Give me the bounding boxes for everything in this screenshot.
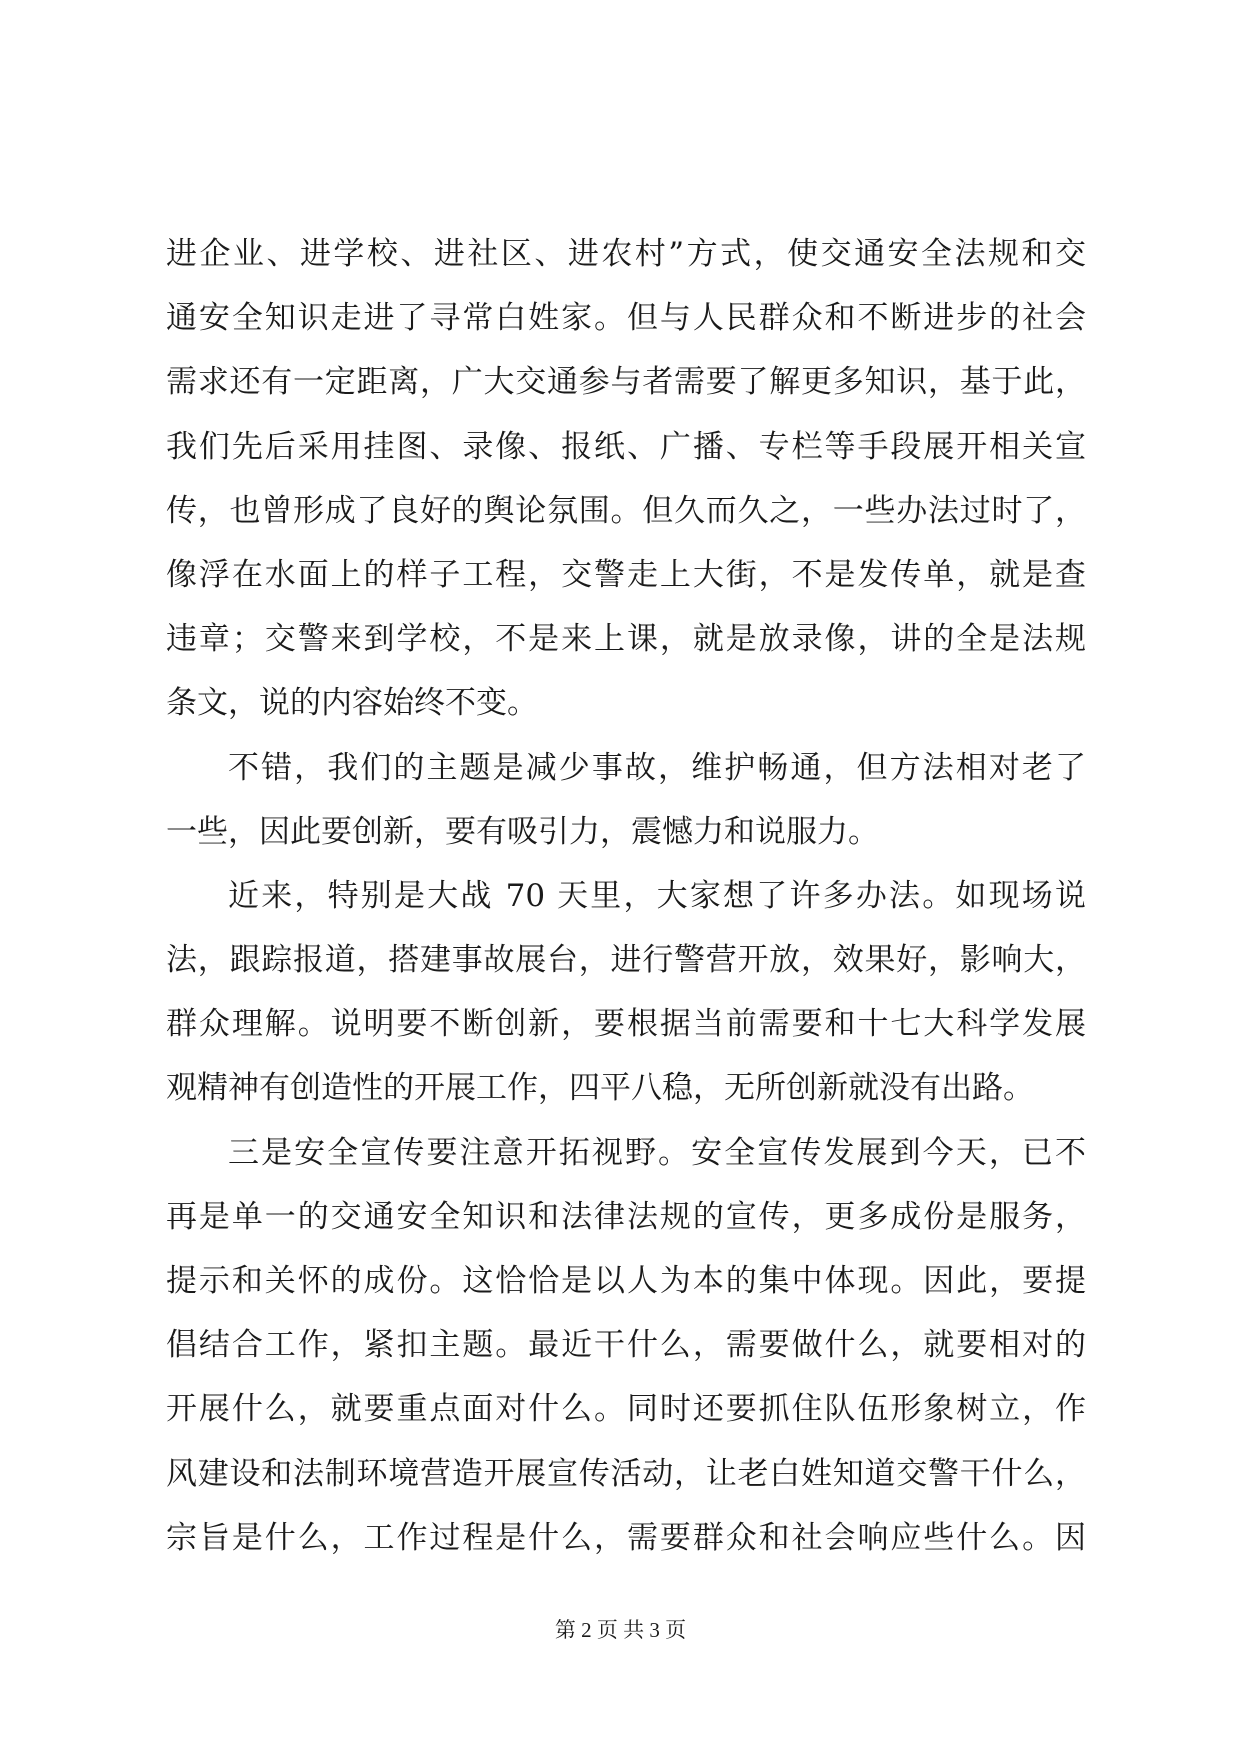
text-line: 倡结合工作，紧扣主题。最近干什么，需要做什么，就要相对的 [166, 1327, 1086, 1364]
text-line: 开展什么，就要重点面对什么。同时还要抓住队伍形象树立，作 [166, 1391, 1086, 1428]
text-line: 提示和关怀的成份。这恰恰是以人为本的集中体现。因此，要提 [166, 1263, 1086, 1299]
paragraph-first-line: 不错，我们的主题是减少事故，维护畅通，但方法相对老了 [228, 749, 1086, 786]
text-line: 我们先后采用挂图、录像、报纸、广播、专栏等手段展开相关宣 [166, 428, 1086, 465]
text-line: 通安全知识走进了寻常白姓家。但与人民群众和不断进步的社会 [166, 300, 1086, 337]
text-line: 观精神有创造性的开展工作，四平八稳，无所创新就没有出路。 [166, 1070, 1034, 1107]
text-line: 违章；交警来到学校，不是来上课，就是放录像，讲的全是法规 [166, 621, 1086, 658]
text-line: 法，跟踪报道，搭建事故展台，进行警营开放，效果好，影响大， [166, 942, 1086, 979]
text-line: 需求还有一定距离，广大交通参与者需要了解更多知识，基于此， [166, 364, 1086, 401]
page-footer [0, 1616, 1241, 1644]
text-line: 像浮在水面上的样子工程，交警走上大街，不是发传单，就是查 [166, 556, 1086, 593]
text-line: 群众理解。说明要不断创新，要根据当前需要和十七大科学发展 [166, 1006, 1086, 1043]
page-number: 第 2 页 共 3 页 [554, 1618, 687, 1642]
document-body [166, 222, 1086, 1570]
text-line: 再是单一的交通安全知识和法律法规的宣传，更多成份是服务， [166, 1198, 1086, 1235]
paragraph-first-line: 三是安全宣传要注意开拓视野。安全宣传发展到今天，已不 [228, 1134, 1086, 1171]
text-line: 条文，说的内容始终不变。 [166, 685, 538, 722]
text-line: 风建设和法制环境营造开展宣传活动，让老白姓知道交警干什么， [166, 1455, 1086, 1492]
paragraph-first-line: 近来，特别是大战 70 天里，大家想了许多办法。如现场说 [228, 877, 1086, 914]
text-line: 进企业、进学校、进社区、进农村”方式，使交通安全法规和交 [166, 236, 1086, 272]
text-line: 传，也曾形成了良好的舆论氛围。但久而久之，一些办法过时了， [166, 492, 1086, 529]
text-line: 宗旨是什么，工作过程是什么，需要群众和社会响应些什么。因 [166, 1519, 1086, 1556]
text-line: 一些，因此要创新，要有吸引力，震憾力和说服力。 [166, 813, 879, 850]
